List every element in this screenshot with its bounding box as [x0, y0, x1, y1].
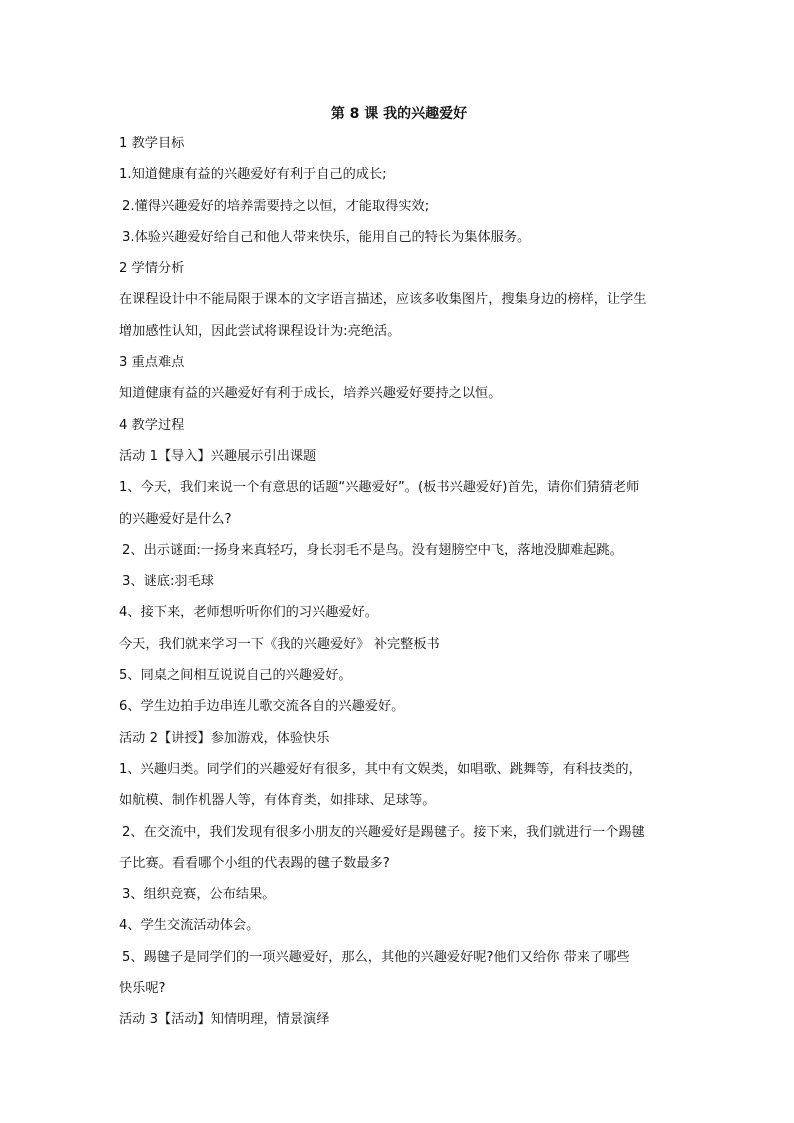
text-line: 子比赛。看看哪个小组的代表踢的毽子数最多?: [119, 855, 390, 871]
text-line: 1、今天，我们来说一个有意思的话题“兴趣爱好”。(板书兴趣爱好)首先，请你们猜猜老师: [119, 480, 640, 496]
text-line: 活动 3【活动】知情明理，情景演绎: [119, 1012, 330, 1028]
text-line: 2.懂得兴趣爱好的培养需要持之以恒，才能取得实效;: [122, 198, 430, 214]
text-line: 活动 2【讲授】参加游戏，体验快乐: [119, 730, 330, 746]
text-line: 3、组织竞赛，公布结果。: [122, 887, 276, 903]
text-line: 4、学生交流活动体会。: [119, 918, 260, 934]
text-line: 今天，我们就来学习一下《我的兴趣爱好》 补完整板书: [119, 636, 440, 652]
text-line: 4 教学过程: [119, 417, 185, 433]
text-line: 5、同桌之间相互说说自己的兴趣爱好。: [119, 668, 352, 684]
page-title: 第 8 课 我的兴趣爱好: [330, 106, 468, 122]
text-line: 2、出示谜面:一扬身来真轻巧，身长羽毛不是鸟。没有翅膀空中飞，落地没脚难起跳。: [122, 542, 623, 558]
text-line: 的兴趣爱好是什么?: [119, 511, 232, 527]
text-line: 3、谜底:羽毛球: [122, 574, 214, 590]
text-line: 1、兴趣归类。同学们的兴趣爱好有很多，其中有文娱类，如唱歌、跳舞等，有科技类的，: [119, 761, 642, 777]
text-line: 活动 1【导入】兴趣展示引出课题: [119, 448, 317, 464]
text-line: 3.体验兴趣爱好给自己和他人带来快乐，能用自己的特长为集体服务。: [122, 229, 531, 245]
text-line: 1 教学目标: [119, 136, 185, 151]
text-line: 5、踢毽子是同学们的一项兴趣爱好，那么，其他的兴趣爱好呢?他们又给你 带来了哪些: [122, 949, 630, 965]
text-line: 2、在交流中，我们发现有很多小朋友的兴趣爱好是踢毽子。接下来，我们就进行一个踢毽: [122, 824, 645, 840]
text-line: 知道健康有益的兴趣爱好有利于成长，培养兴趣爱好要持之以恒。: [119, 386, 502, 402]
document-body: [119, 100, 679, 1036]
text-line: 4、接下来，老师想听听你们的习兴趣爱好。: [119, 605, 378, 621]
text-line: 6、学生边拍手边串连儿歌交流各自的兴趣爱好。: [119, 699, 405, 715]
text-line: 2 学情分析: [119, 261, 185, 277]
paragraph-list: [119, 128, 679, 1036]
text-line: 在课程设计中不能局限于课本的文字语言描述，应该多收集图片，搜集身边的榜样，让学生: [119, 292, 647, 308]
text-line: 1.知道健康有益的兴趣爱好有利于自己的成长;: [119, 167, 387, 183]
text-line: 3 重点难点: [119, 355, 185, 371]
text-line: 如航模、制作机器人等，有体育类，如排球、足球等。: [119, 793, 436, 809]
text-line: 增加感性认知，因此尝试将课程设计为:亮绝活。: [119, 323, 401, 339]
text-line: 快乐呢?: [119, 981, 166, 997]
